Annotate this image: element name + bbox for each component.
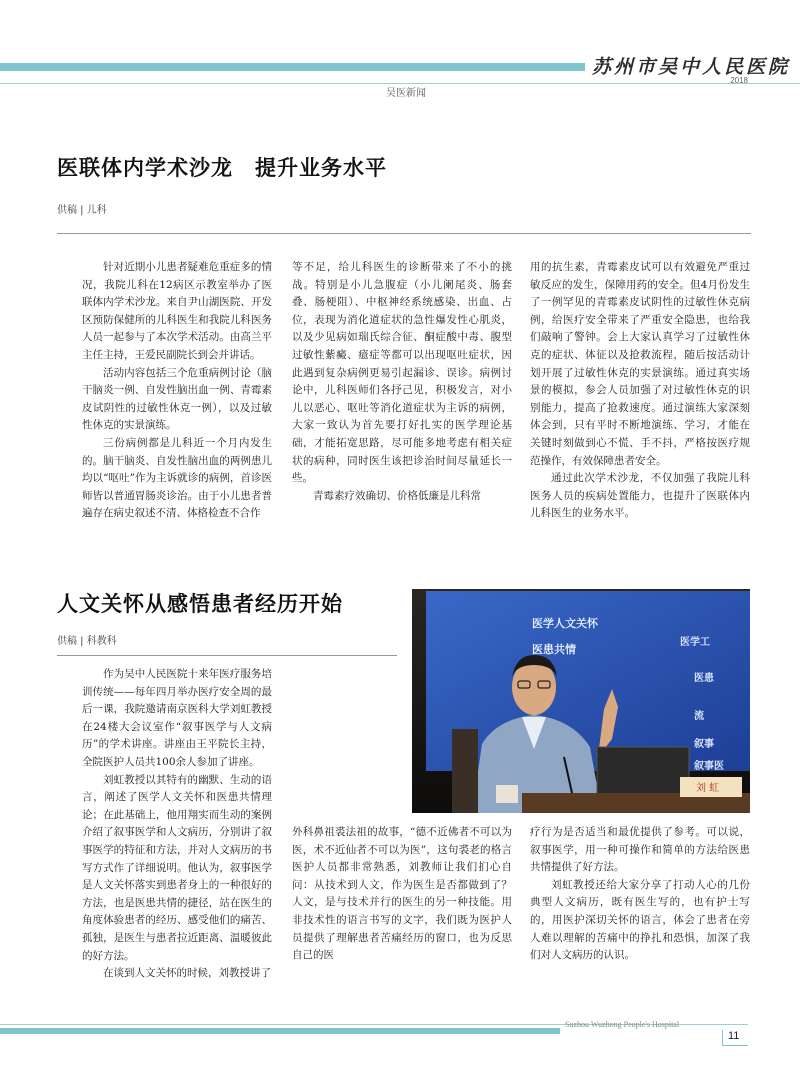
- paragraph: 三份病例都是儿科近一个月内发生的。脑干脑炎、自发性脑出血的两例患儿均以“呕吐”作为主诉就诊的病例，首诊医师皆以普通胃肠炎诊治。由于小儿患者普遍存在病史叙述不清、体格检查不合作: [82, 436, 272, 520]
- footer-hospital-name: Suzhou Wuzhong People's Hospital: [565, 1020, 680, 1029]
- slide-line: 医患: [694, 673, 714, 684]
- paragraph: 等不足，给儿科医生的诊断带来了不小的挑战。特别是小儿急腹症（小儿阑尾炎、肠套叠、肠梗阻）、中枢神经系统感染、出血、占位，表现为消化道症状的急性爆发性心肌炎，以及少见病如瑞氏综合征、酮症酸中毒、腹型过敏性紫癜、癔症等都可以出现呕吐症状，因此遇到复杂病例更易引起漏诊、误诊。病例讨论中，儿科医师们各抒己见，积极发言，对小儿以恶心、呕吐等消化道症状为主诉的病例，大家一致认为首先要打好扎实的医学理论基础，才能拓宽思路，尽可能多地考虑有相关症状的病种，同时医生该把诊治时间尽量延长一些。: [292, 261, 512, 485]
- article1-title: 医联体内学术沙龙 提升业务水平: [57, 156, 387, 180]
- paragraph: 刘虹教授还给大家分享了打动人心的几份典型人文病历，既有医生写的，也有护士写的，用医护深切关怀的语言，体会了患者在旁人难以理解的苦痛中的挣扎和恐惧，加深了我们对人文病历的认识。: [530, 878, 750, 962]
- laptop: [597, 747, 689, 801]
- paragraph: 针对近期小儿患者疑难危重症多的情况，我院儿科在12病区示教室举办了医联体内学术沙龙。来自尹山湖医院、开发区预防保健所的儿科医生和我院儿科医务人员一起参与了本次学术活动。由高兰平主任主持，王爱民副院长到会并讲话。: [82, 261, 272, 361]
- cup: [496, 785, 518, 803]
- footer-accent-stripe: [0, 1028, 560, 1034]
- slide-line: 医学人文关怀: [532, 617, 598, 630]
- slide-line: 叙事: [694, 739, 714, 750]
- slide-line: 流: [694, 711, 704, 722]
- slide-line: 医学工: [680, 637, 710, 648]
- page-number: 11: [728, 1030, 740, 1042]
- hospital-name: 苏州市吴中人民医院: [592, 56, 791, 78]
- paragraph: 刘虹教授以其特有的幽默、生动的语言，阐述了医学人文关怀和医患共情理论；在此基础上，他用翔实而生动的案例介绍了叙事医学和人文病历，分别讲了叙事医学的特征和方法，并对人文病历的书写方式作了详细说明。他认为，叙事医学是人文关怀落实到患者身上的一种很好的方法，也是医患共情的捷径，站在医生的角度体验患者的经历、感受他们的痛苦、孤独，是医生与患者拉近距离、温暖彼此的好方法。: [82, 773, 272, 962]
- paragraph: 青霉素疗效确切、价格低廉是儿科常: [313, 489, 481, 502]
- article2-column-1: [82, 666, 272, 996]
- article2-column-3: [530, 824, 750, 1000]
- paragraph: 疗行为是否适当和最优提供了参考。可以说，叙事医学，用一种可操作和简单的方法给医患共情提供了好方法。: [530, 826, 750, 874]
- article1-column-2: [292, 259, 512, 544]
- slide-line: 医患共情: [532, 643, 576, 656]
- article1-column-3: [530, 259, 750, 561]
- lecture-photo-illustration: [412, 589, 750, 813]
- slide-line: 叙事医: [694, 761, 724, 772]
- article1-byline: 供稿 | 儿科: [57, 205, 107, 216]
- paragraph: 在谈到人文关怀的时候，刘教授讲了: [103, 967, 271, 980]
- paragraph: 作为吴中人民医院十来年医疗服务培训传统——每年四月举办医疗安全周的最后一课，我院邀请南京医科大学刘虹教授在24楼大会议室作“叙事医学与人文病历”的学术讲座。讲座由王平院长主持，全院医护人员共100余人参加了讲座。: [82, 668, 272, 768]
- article2-column-2: [292, 824, 512, 1000]
- paragraph: 活动内容包括三个危重病例讨论（脑干脑炎一例、自发性脑出血一例、青霉素皮试阴性的过敏性休克一例），以及过敏性休克的实景演练。: [82, 366, 272, 432]
- header-accent-stripe: [0, 63, 585, 71]
- lecture-photo: [412, 589, 750, 813]
- article2-rule: [57, 655, 397, 656]
- paragraph: 用的抗生素，青霉素皮试可以有效避免严重过敏反应的发生，保障用药的安全。但4月份发生了一例罕见的青霉素皮试阴性的过敏性休克病例，给医疗安全带来了严重安全隐患，也给我们敲响了警钟。会上大家认真学习了过敏性休克的症状、体征以及抢救流程，随后按活动计划开展了过敏性休克的实景演练。通过真实场景的模拟，参会人员加强了对过敏性休克的识别能力，提高了抢救速度。通过演练大家深刻体会到，只有平时不断地演练、学习，才能在关键时刻做到心不慌、手不抖，严格按医疗规范操作，有效保障患者安全。: [530, 261, 750, 467]
- article1-rule: [57, 233, 751, 234]
- issue-year: 2018: [730, 76, 748, 85]
- article1-column-1: [82, 259, 272, 544]
- article2-title: 人文关怀从感悟患者经历开始: [57, 592, 343, 616]
- nameplate-text: 刘 虹: [696, 783, 720, 794]
- paragraph: 外科鼻祖裘法祖的故事，“德不近佛者不可以为医，术不近仙者不可以为医”，这句裘老的格言医护人员都非常熟悉，刘教师让我们扪心自问：从技术到人文，作为医生是否都做到了？人文，是与技术并行的医生的另一种技能。用非技术性的语言书写的文字，我们既为医护人员提供了理解患者苦痛经历的窗口，也为反思自己的医: [292, 826, 512, 962]
- section-label: 吴医新闻: [386, 88, 426, 99]
- paragraph: 通过此次学术沙龙，不仅加强了我院儿科医务人员的疾病处置能力，也提升了医联体内儿科医生的业务水平。: [530, 472, 750, 520]
- article2-byline: 供稿 | 科教科: [57, 636, 117, 647]
